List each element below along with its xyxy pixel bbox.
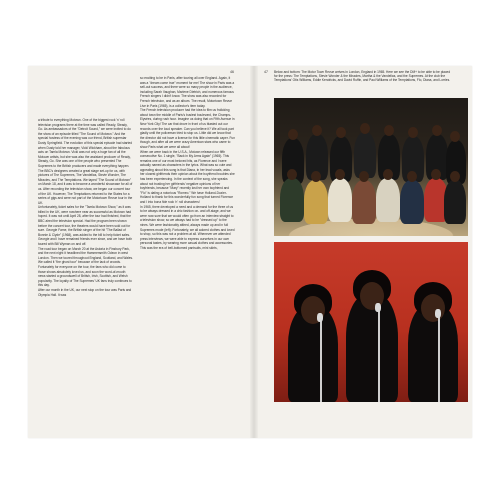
left-text-column — [38, 118, 133, 297]
paragraph: The BBC's designers created a great stage set-up for us, with pictures of The Supremes, The Vandellas, Stevie Wonder, The Miracles, and The Temptations. We taped "The Sound of Motown" on March 18, and it was to become a wonderful showcase for all of us. After recording the television show, we began our concert tour of the UK. However, The Temptations returned to the States for a series of gigs and were not part of the Motortown Revue tour in the UK. — [38, 168, 133, 205]
page-number-left: 46 — [230, 70, 234, 74]
photo-caption: Below and bottom: The Motor Town Revue arrives in London, England in 1965. Here we see the DM+ to be able to be placed for the press: The Temptations, Stevie Wonder & the Miracles, Martha & the Vandellas, and the Supremes. At the club the Temptations' Otis Williams, Eddie Kendricks, and David Ruffin, and Paul Williams of the Temptations, Flo, Diana, and Lorries. — [274, 70, 451, 83]
book-gutter — [250, 66, 258, 438]
paragraph: When we were back in the U.S.A., Motown released our fifth consecutive No. 1 single, "Back in My Arms Again" (1965). This remains one of our most beloved hits, as Florence and I were actually named as characters in the lyrics. What was so cute and appealing about this song is that Diana, in her lead vocals, asks her closest girlfriends their opinion about the boyfriend troubles she has been experiencing. In the context of the song, she speaks about not trusting her girlfriends' negative opinions of her boyfriends, because "Mary" recently lost her own boyfriend and "Flo" is dating a notorious "Romeo." We have Holland-Dozier-Holland to thank for this wonderfully fun song that turned Florence and I into bona fide rock 'n' roll characters! — [140, 149, 235, 205]
middle-text-column — [140, 76, 235, 251]
paragraph: In 1965, there developed a need and a demand for the three of us to be always dressed in a chic fashion on- and off-stage, and we were now sure that we would often go from an interview straight to a television show, so we always had to be "dressed up" to the nines. We were fashionably attired, always made up and in full Supremes mode (left). Fortunately, we all adored clothes and loved to shop, so this was not a problem at all. Whenever we attended press interviews, we were able to express ourselves in our own personal tastes, by wearing more casual clothes and accessories. This was the era of bell-bottomed pantsuits, mini skirts, — [140, 204, 235, 250]
book-spread — [28, 66, 472, 438]
group-figures — [274, 116, 468, 236]
page-number-right: 47 — [264, 70, 268, 74]
paragraph: The French television producer had the idea to film us frolicking about town the middle of Paris's busiest boulevard, the Champs-Elysées, during rush hour. Imagine us doing that on Fifth Avenue in New York City! The car that drove in front of us blasted out our records over the loud speaker. Can you believe it? We all took part gladly until the policeman tried to stop us. Little did we know that the director did not have a license for this little cinematic caper. Fun though, and after all we were crazy American stars who came to show Paris what we were all about! — [140, 108, 235, 149]
paragraph: The road tour began on March 20 at the Astoria in Finsbury Park, and the next night it headlined the Hammersmith Odeon in west London. Then we toured throughout England, Scotland, and Wales. We called it "the ghost tour" because of the lack of crowds. — [38, 246, 133, 265]
stage-photo — [274, 242, 468, 402]
paragraph: Fortunately for everyone on the tour, the fans who did come to those shows absolutely loved us, and soon the word-of-mouth news started a groundswell of British, Irish, Scottish, and Welsh popularity. The loyalty of The Supremes' UK fans truly continues to this day. — [38, 265, 132, 288]
group-photo — [274, 98, 468, 236]
singer-middle — [346, 294, 398, 402]
paragraph: so exciting to be in Paris, after touring all over England. Again, it was a "dream come true" moment for me! The show in Paris was a sell-out success, and there were so many people in the audience, including Sarah Vaughan, Marlene Dietrich, and numerous famous French singers I didn't know. The show was also recorded for French television, and as an album. The result, Motortown Revue Live in Paris (1965), is a collector's item today. — [140, 76, 235, 108]
paragraph: After our month in the UK, our next stop on the tour was Paris and Olympia Hall. It was — [38, 287, 132, 297]
paragraph: a tribute to everything Motown. One of the biggest rock 'n' roll television programs there at the time was called Ready, Steady, Go. As ambassadors of the "Detroit Sound," we were invited to do the show of an episode titled "The Sound of Motown." And the special hostess of the evening was our friend, British superstar Dusty Springfield. The evolution of this special episode had started when Dusty told her manager, Vicki Wickham, about the fabulous acts on Tamla Motown. Vicki was not only a huge fan of all the Motown artists, but she was also the assistant producer of Ready, Steady, Go. She was one of the people who presented The Supremes to the British producers and made everything happen. — [38, 118, 133, 168]
paragraph: Unfortunately, ticket sales for the "Tamla Motown Show," as it was billed in the UK, were nowhere near as successful as Motown had hoped. It was not until April 28, after the tour had finished, that the BBC aired the television special. Had the program been shown before the concert tour, the theaters would have been sold out for sure. Georgie Fame, the British singer of the hit "The Ballad of Bonnie & Clyde" (1968), was added to the bill to help ticket sales. Georgie and I have remained friends ever since, and we have both toured with Bill Wyman on and off. — [38, 205, 133, 247]
